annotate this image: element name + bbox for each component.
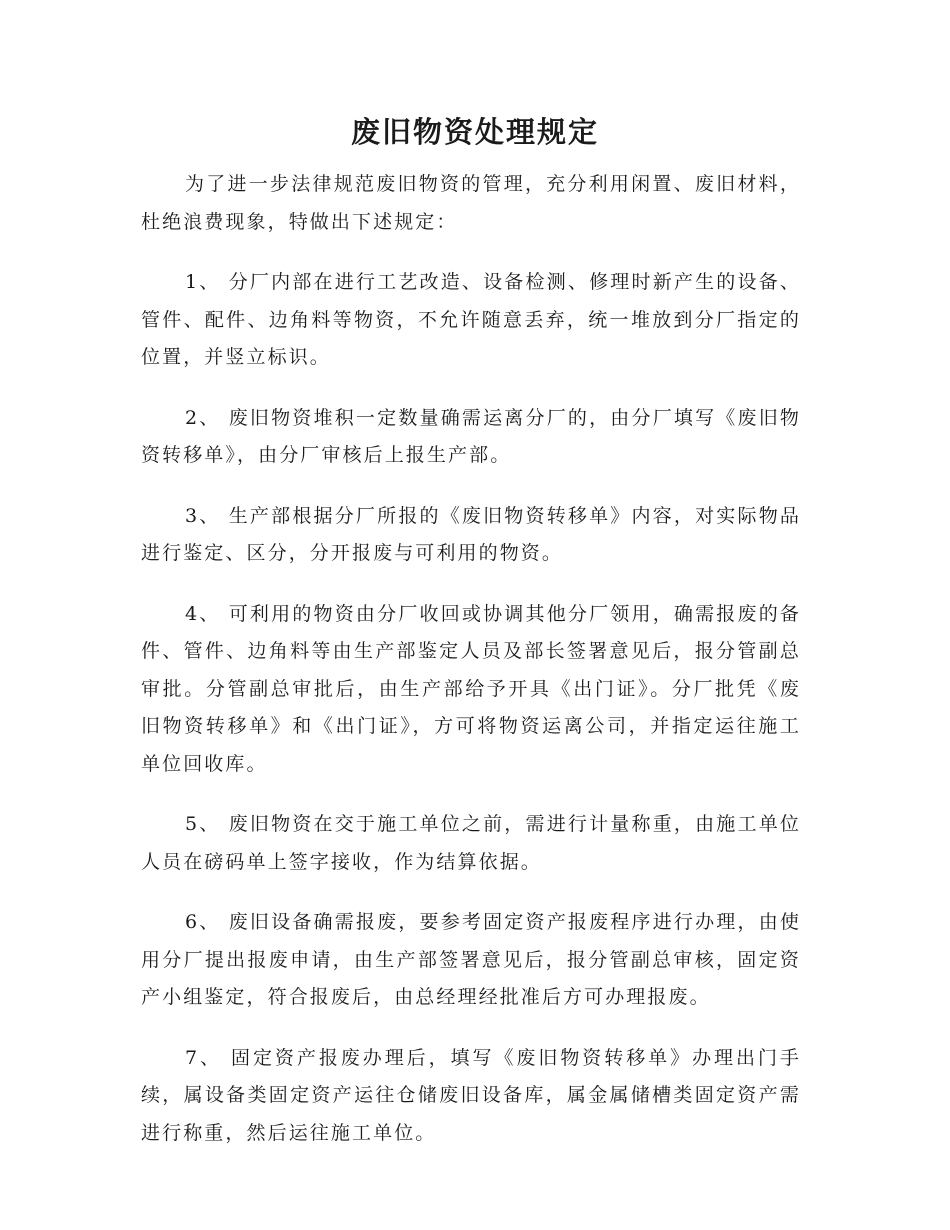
rule-item-7: 7、 固定资产报废办理后，填写《废旧物资转移单》办理出门手续，属设备类固定资产运往仓储废旧设备库，属金属储槽类固定资产需进行称重，然后运往施工单位。	[141, 1046, 801, 1144]
document-body	[141, 166, 801, 1175]
rule-item-6: 6、 废旧设备确需报废，要参考固定资产报废程序进行办理，由使用分厂提出报废申请，由生产部签署意见后，报分管副总审核，固定资产小组鉴定，符合报废后，由总经理经批准后方可办理报废。	[141, 911, 801, 1008]
intro-paragraph: 为了进一步法律规范废旧物资的管理，充分利用闲置、废旧材料，杜绝浪费现象，特做出下述规定：	[141, 173, 801, 233]
rule-item-3: 3、 生产部根据分厂所报的《废旧物资转移单》内容，对实际物品进行鉴定、区分，分开报废与可利用的物资。	[141, 504, 801, 564]
document-title: 废旧物资处理规定	[350, 115, 599, 149]
rule-item-5: 5、 废旧物资在交于施工单位之前，需进行计量称重，由施工单位人员在磅码单上签字接收，作为结算依据。	[141, 813, 801, 873]
rule-item-1: 1、 分厂内部在进行工艺改造、设备检测、修理时新产生的设备、管件、配件、边角料等物资，不允许随意丢弃，统一堆放到分厂指定的位置，并竖立标识。	[141, 271, 801, 368]
rule-item-2: 2、 废旧物资堆积一定数量确需运离分厂的，由分厂填写《废旧物资转移单》，由分厂审核后上报生产部。	[141, 406, 801, 466]
rule-item-4: 4、 可利用的物资由分厂收回或协调其他分厂领用，确需报废的备件、管件、边角料等由生产部鉴定人员及部长签署意见后，报分管副总审批。分管副总审批后，由生产部给予开具《出门证》。分厂批凭《废旧物资转移单》和《出门证》，方可将物资运离公司，并指定运往施工单位回收库。	[141, 602, 801, 775]
